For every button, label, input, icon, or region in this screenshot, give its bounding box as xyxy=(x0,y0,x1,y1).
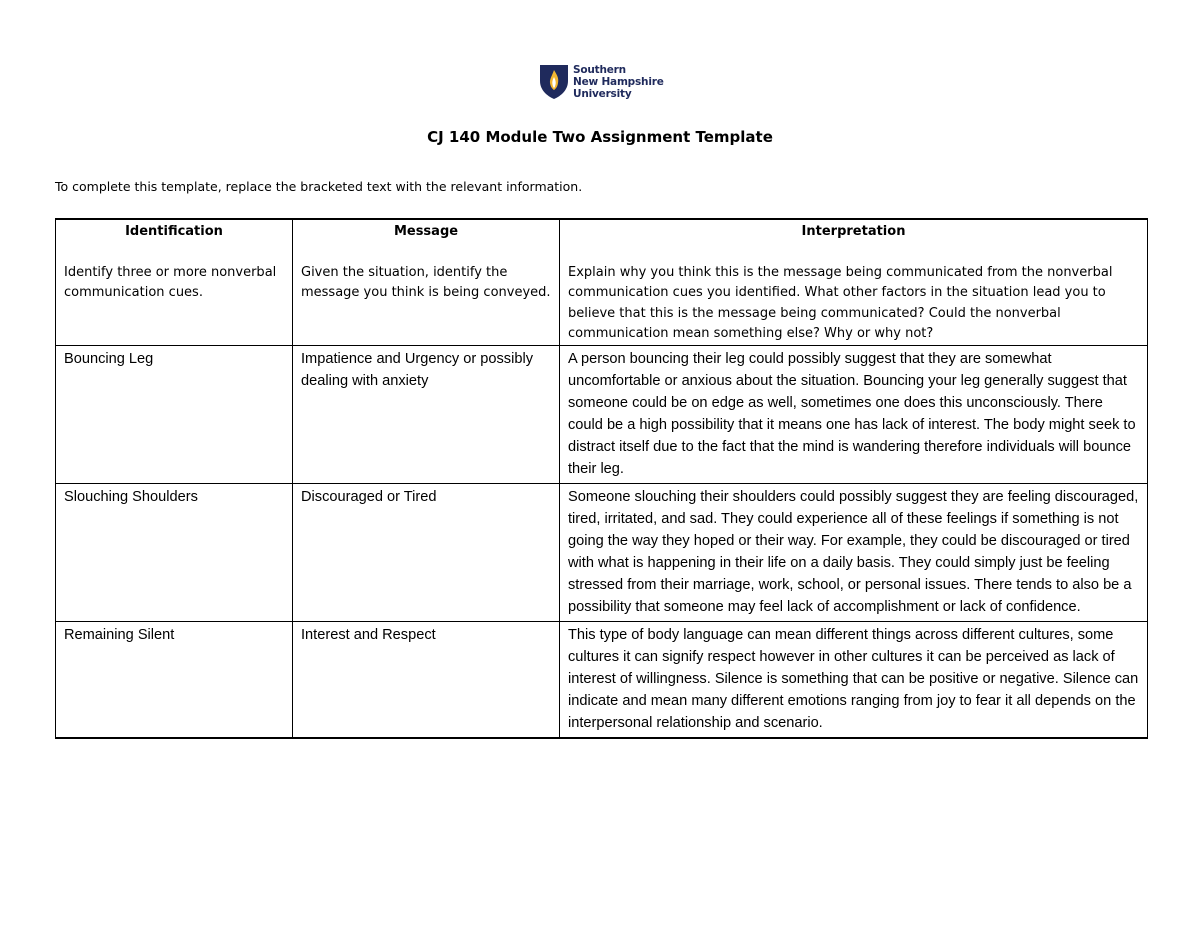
logo-line-3: University xyxy=(573,88,632,100)
table-row xyxy=(56,483,1148,621)
message-cell: Interest and Respect xyxy=(293,621,560,738)
message-cell: Impatience and Urgency or possibly dealing with anxiety xyxy=(293,345,560,483)
shield-flame-icon xyxy=(539,64,569,100)
interpretation-cell: A person bouncing their leg could possibly suggest that they are somewhat uncomfortable or anxious about the situation. Bouncing your leg generally suggest that someone could be on edge as well, sometimes one does this unconsciously. There could be a high possibility that it means one has lack of interest. The body might seek to distract itself due to the fact that the mind is wandering therefore individuals will bounce their leg. xyxy=(560,345,1148,483)
header-cell-message xyxy=(293,219,560,345)
table-header-row xyxy=(56,219,1148,345)
logo-line-2: New Hampshire xyxy=(573,76,664,88)
logo-wordmark xyxy=(573,64,664,100)
header-description: Given the situation, identify the message you think is being conveyed. xyxy=(301,264,551,300)
header-cell-interpretation xyxy=(560,219,1148,345)
header-title: Identification xyxy=(125,224,223,239)
page-title: CJ 140 Module Two Assignment Template xyxy=(427,128,773,146)
interpretation-cell: Someone slouching their shoulders could possibly suggest they are feeling discouraged, tired, irritated, and sad. They could experience all of these feelings if something is not going the way they hoped or their way. For example, they could be discouraged or tired with what is happening in their life on a daily basis. They could simply just be feeling stressed from their marriage, work, school, or personal issues. There tends to also be a possibility that someone may feel lack of accomplishment or lack of confidence. xyxy=(560,483,1148,621)
logo-line-1: Southern xyxy=(573,64,626,76)
header-title: Message xyxy=(393,224,459,239)
identification-cell: Slouching Shoulders xyxy=(56,483,293,621)
assignment-table xyxy=(55,218,1148,739)
university-logo xyxy=(539,64,664,100)
message-cell: Discouraged or Tired xyxy=(293,483,560,621)
table-row xyxy=(56,621,1148,738)
identification-cell: Remaining Silent xyxy=(56,621,293,738)
header-description: Identify three or more nonverbal communication cues. xyxy=(64,264,277,300)
header-cell-identification xyxy=(56,219,293,345)
header-title: Interpretation xyxy=(801,224,906,239)
header-description: Explain why you think this is the message being communicated from the nonverbal communication cues you identified. What other factors in the situation lead you to believe that this is the message being communicated? Could the nonverbal communication mean something else? Why or why not? xyxy=(568,264,1113,341)
table-row xyxy=(56,345,1148,483)
identification-cell: Bouncing Leg xyxy=(56,345,293,483)
instructions-text: To complete this template, replace the bracketed text with the relevant information. xyxy=(55,179,583,194)
interpretation-cell: This type of body language can mean different things across different cultures, some cultures it can signify respect however in other cultures it can be perceived as lack of interest of willingness. Silence is something that can be positive or negative. Silence can indicate and mean many different emotions ranging from joy to fear it all depends on the interpersonal relationship and scenario. xyxy=(560,621,1148,738)
